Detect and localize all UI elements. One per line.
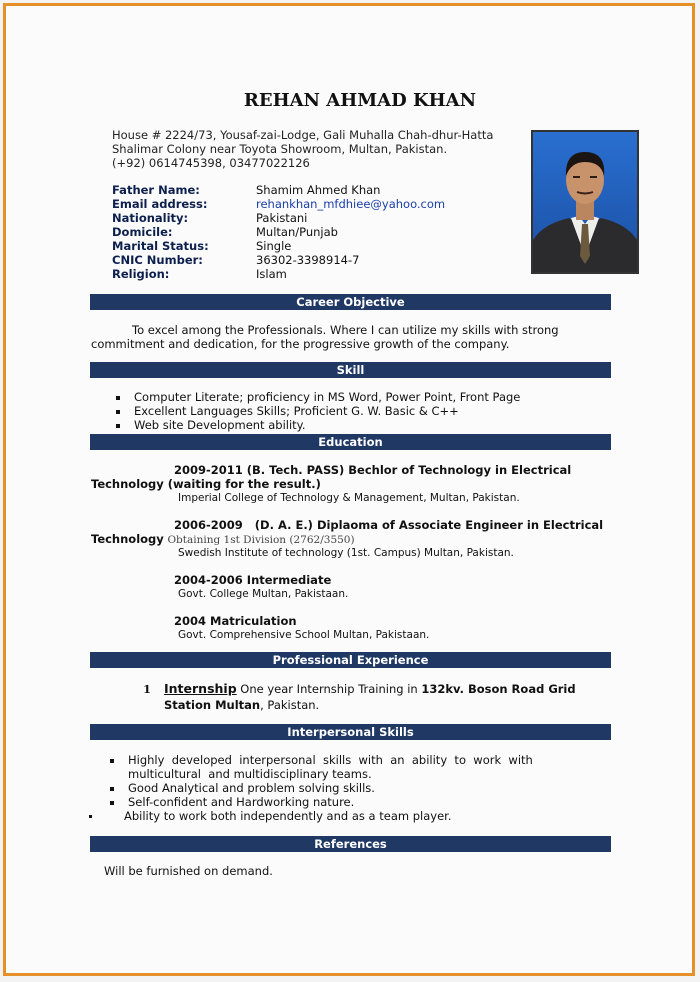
religion-label: Religion: bbox=[112, 267, 170, 281]
marital-status-label: Marital Status: bbox=[112, 239, 209, 253]
email-link[interactable]: rehankhan_mfdhiee@yahoo.com bbox=[256, 197, 446, 211]
nationality-value: Pakistani bbox=[256, 211, 308, 225]
education-2-division: Obtaining 1st Division (2762/3550) bbox=[167, 534, 355, 546]
bullet-icon bbox=[110, 759, 114, 763]
education-4-institute: Govt. Comprehensive School Multan, Pakistaan. bbox=[178, 629, 430, 641]
religion-value: Islam bbox=[256, 267, 287, 281]
experience-line-1 bbox=[164, 682, 576, 696]
resume-name: REHAN AHMAD KHAN bbox=[243, 90, 477, 111]
portrait-image bbox=[533, 132, 637, 272]
section-skill: Skill bbox=[90, 362, 611, 378]
marital-status-value: Single bbox=[256, 239, 292, 253]
education-2-word: Technology bbox=[91, 532, 164, 546]
education-3-institute: Govt. College Multan, Pakistaan. bbox=[178, 588, 349, 600]
address-line-1: House # 2224/73, Yousaf-zai-Lodge, Gali Muhalla Chah-dhur-Hatta bbox=[112, 128, 494, 142]
interpersonal-text: Ability to work both independently and as a team player. bbox=[124, 809, 452, 823]
section-career-objective: Career Objective bbox=[90, 294, 611, 310]
section-professional-experience: Professional Experience bbox=[90, 652, 611, 668]
career-objective-line-2: commitment and dedication, for the progressive growth of the company. bbox=[91, 337, 510, 351]
career-objective-line-1: To excel among the Professionals. Where I can utilize my skills with strong bbox=[132, 323, 559, 337]
cnic-label: CNIC Number: bbox=[112, 253, 203, 267]
interpersonal-text: Self-confident and Hardworking nature. bbox=[128, 795, 355, 809]
skill-text: Computer Literate; proficiency in MS Word, Power Point, Front Page bbox=[134, 390, 521, 404]
bullet-icon bbox=[116, 410, 120, 414]
experience-desc: One year Internship Training in bbox=[240, 682, 418, 696]
phone-numbers: (+92) 0614745398, 03477022126 bbox=[112, 156, 310, 170]
education-4-title: 2004 Matriculation bbox=[174, 614, 297, 628]
bullet-icon bbox=[116, 424, 120, 428]
education-2-title-cont bbox=[91, 532, 355, 547]
skill-item bbox=[116, 404, 459, 418]
education-1-title-cont: Technology (waiting for the result.) bbox=[91, 477, 321, 491]
section-interpersonal-skills: Interpersonal Skills bbox=[90, 724, 611, 740]
domicile-label: Domicile: bbox=[112, 225, 173, 239]
bullet-icon bbox=[89, 815, 92, 818]
interpersonal-item bbox=[110, 795, 354, 809]
nationality-label: Nationality: bbox=[112, 211, 189, 225]
skill-item bbox=[116, 390, 520, 404]
address-line-2: Shalimar Colony near Toyota Showroom, Multan, Pakistan. bbox=[112, 142, 448, 156]
father-name-value: Shamim Ahmed Khan bbox=[256, 183, 381, 197]
domicile-value: Multan/Punjab bbox=[256, 225, 338, 239]
experience-place: 132kv. Boson Road Grid bbox=[421, 682, 576, 696]
education-1-institute: Imperial College of Technology & Management, Multan, Pakistan. bbox=[178, 492, 520, 504]
interpersonal-item bbox=[89, 809, 451, 823]
skill-text: Web site Development ability. bbox=[134, 418, 306, 432]
bullet-icon bbox=[110, 801, 114, 805]
interpersonal-text: Highly developed interpersonal skills with an ability to work with bbox=[128, 753, 533, 767]
bullet-icon bbox=[110, 787, 114, 791]
email-label: Email address: bbox=[112, 197, 208, 211]
experience-title: Internship bbox=[164, 681, 237, 696]
education-1-title: 2009-2011 (B. Tech. PASS) Bechlor of Technology in Electrical bbox=[174, 463, 572, 477]
education-3-title: 2004-2006 Intermediate bbox=[174, 573, 332, 587]
experience-line-2 bbox=[164, 698, 319, 712]
skill-item bbox=[116, 418, 306, 432]
father-name-label: Father Name: bbox=[112, 183, 200, 197]
experience-country: , Pakistan. bbox=[260, 698, 320, 712]
education-2-institute: Swedish Institute of technology (1st. Campus) Multan, Pakistan. bbox=[178, 547, 514, 559]
interpersonal-item-cont: multicultural and multidisciplinary teams. bbox=[128, 767, 372, 781]
cnic-value: 36302-3398914-7 bbox=[256, 253, 360, 267]
section-education: Education bbox=[90, 434, 611, 450]
experience-number: 1 bbox=[143, 682, 152, 696]
skill-text: Excellent Languages Skills; Proficient G. W. Basic & C++ bbox=[134, 404, 459, 418]
education-2-title: 2006-2009 (D. A. E.) Diplaoma of Associate Engineer in Electrical bbox=[174, 518, 604, 532]
interpersonal-item bbox=[110, 781, 375, 795]
section-references: References bbox=[90, 836, 611, 852]
bullet-icon bbox=[116, 396, 120, 400]
references-text: Will be furnished on demand. bbox=[104, 864, 273, 878]
interpersonal-item bbox=[110, 753, 533, 767]
profile-photo bbox=[531, 130, 639, 274]
experience-station: Station Multan bbox=[164, 698, 261, 712]
interpersonal-text: Good Analytical and problem solving skills. bbox=[128, 781, 375, 795]
